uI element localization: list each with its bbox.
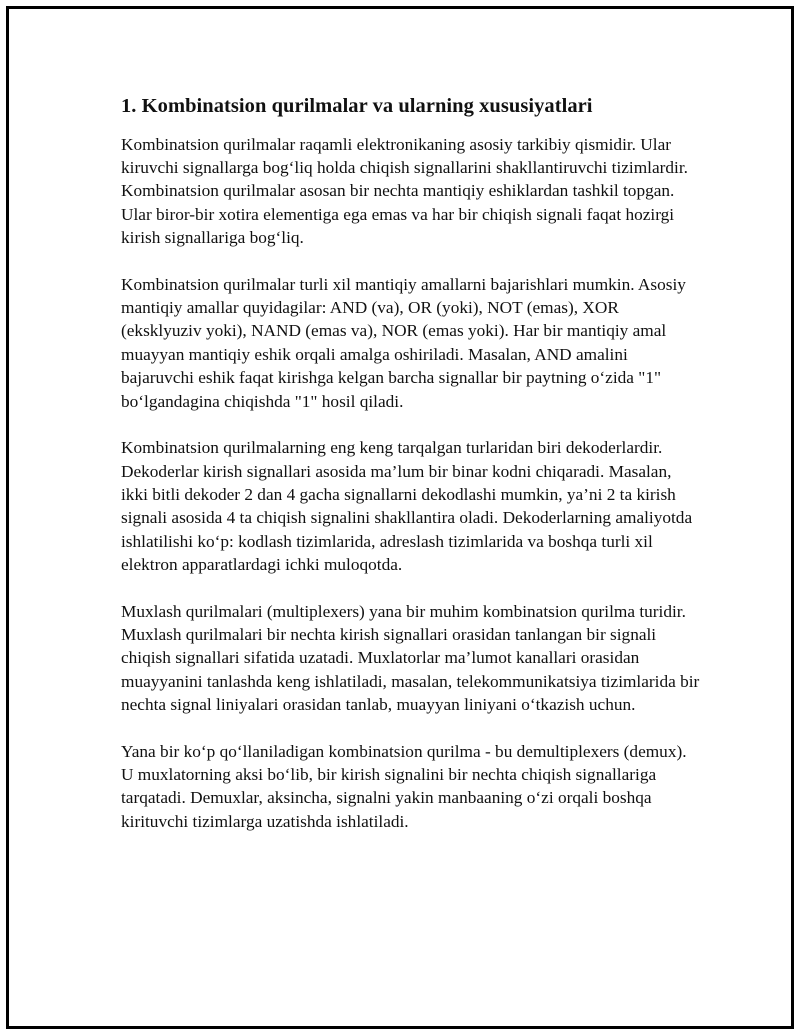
document-title: 1. Kombinatsion qurilmalar va ularning xususiyatlari xyxy=(121,95,593,117)
paragraph-4: Muxlash qurilmalari (multiplexers) yana bir muhim kombinatsion qurilma turidir. Muxlash qurilmalari bir nechta kirish signallari orasidan tanlangan bir signali chiqish signallari sifatida uzatadi. Muxlatorlar ma’lumot kanallari orasidan muayyanini tanlashda keng ishlatiladi, masalan, telekommunikatsiya tizimlarida bir nechta signal liniyalari orasidan tanlab, muayyan liniyani o‘tkazish uchun. xyxy=(121,601,700,715)
paragraph-3: Kombinatsion qurilmalarning eng keng tarqalgan turlaridan biri dekoderlardir. Dekoderlar kirish signallari asosida ma’lum bir binar kodni chiqaradi. Masalan, ikki bitli dekoder 2 dan 4 gacha signallarni dekodlashi mumkin, ya’ni 2 ta kirish signali asosida 4 ta chiqish signalini shakllantira oladi. Dekoderlarning amaliyotda ishlatilishi ko‘p: kodlash tizimlarida, adreslash tizimlarida va boshqa turli xil elektron apparatlardagi ichki muloqotda. xyxy=(121,438,693,575)
page-frame xyxy=(6,6,794,1029)
paragraph-5: Yana bir ko‘p qo‘llaniladigan kombinatsion qurilma - bu demultiplexers (demux). U muxlatorning aksi bo‘lib, bir kirish signalini bir nechta chiqish signallariga tarqatadi. Demuxlar, aksincha, signalni yakin manbaaning o‘zi orqali boshqa kirituvchi tizimlarga uzatishda ishlatiladi. xyxy=(121,741,687,831)
paragraph-2: Kombinatsion qurilmalar turli xil mantiqiy amallarni bajarishlari mumkin. Asosiy mantiqiy amallar quyidagilar: AND (va), OR (yoki), NOT (emas), XOR (eksklyuziv yoki), NAND (emas va), NOR (emas yoki). Har bir mantiqiy amal muayyan mantiqiy eshik orqali amalga oshiriladi. Masalan, AND amalini bajaruvchi eshik faqat kirishga kelgan barcha signallar bir paytning o‘zida "1" bo‘lgandagina chiqishda "1" hosil qiladi. xyxy=(121,274,686,411)
document-body xyxy=(121,93,701,833)
paragraph-1: Kombinatsion qurilmalar raqamli elektronikaning asosiy tarkibiy qismidir. Ular kiruvchi signallarga bog‘liq holda chiqish signallarini shakllantiruvchi tizimlardir. Kombinatsion qurilmalar asosan bir nechta mantiqiy eshiklardan tashkil topgan. Ular biror-bir xotira elementiga ega emas va har bir chiqish signali faqat hozirgi kirish signallariga bog‘liq. xyxy=(121,134,688,248)
